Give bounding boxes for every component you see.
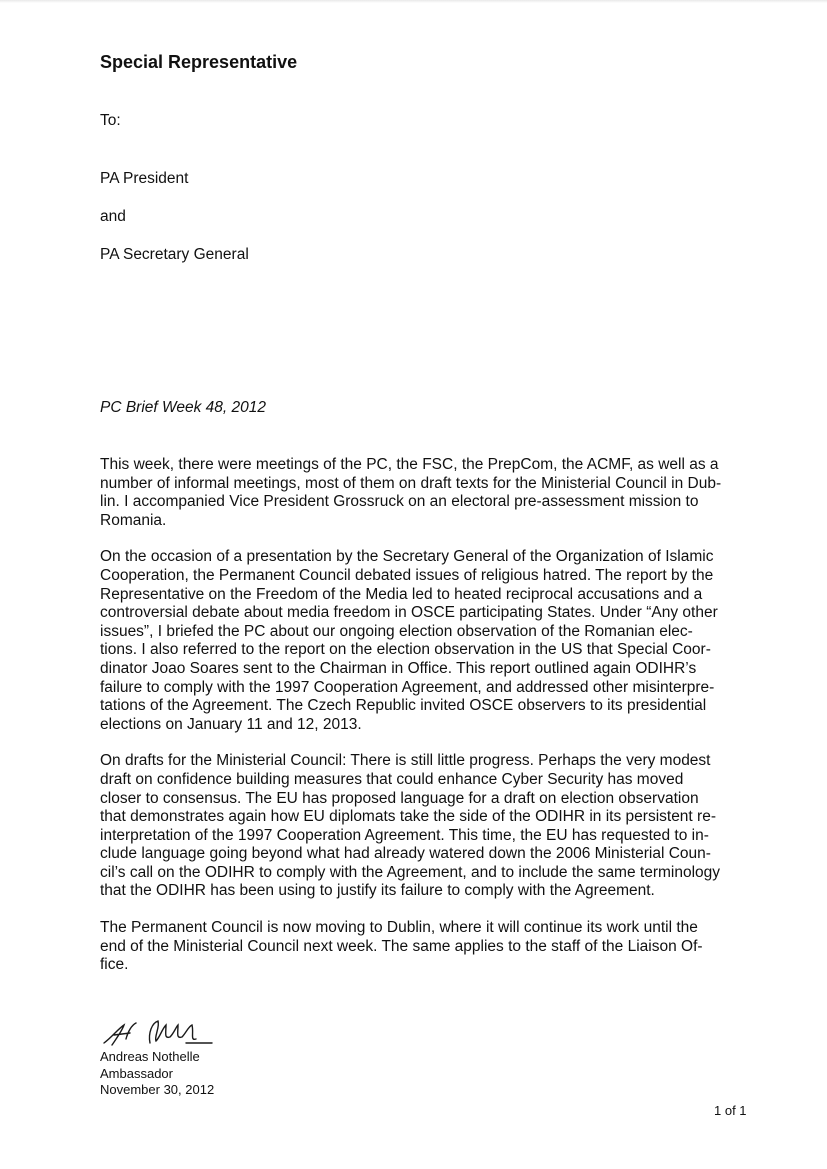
page-title: Special Representative: [100, 52, 298, 72]
text-line: interpretation of the 1997 Cooperation Agreement. This time, the EU has requested to in-: [100, 826, 709, 844]
recipient-pa-president: PA President: [100, 170, 189, 187]
page-top-edge: [0, 0, 827, 3]
text-line: that the ODIHR has been using to justify its failure to comply with the Agreement.: [100, 882, 655, 900]
subject-line: PC Brief Week 48, 2012: [100, 399, 266, 416]
text-line: The Permanent Council is now moving to Dublin, where it will continue its work until the: [100, 919, 698, 937]
signature-scribble: [100, 1013, 220, 1051]
letter-date: November 30, 2012: [100, 1082, 215, 1097]
text-line: Representative on the Freedom of the Media led to heated reciprocal accusations and a: [100, 585, 703, 603]
text-line: lin. I accompanied Vice President Grossruck on an electoral pre-assessment mission to: [100, 493, 699, 511]
page-number: 1 of 1: [714, 1103, 747, 1118]
recipient-pa-secretary-general: PA Secretary General: [100, 246, 249, 263]
text-line: end of the Ministerial Council next week. The same applies to the staff of the Liaison Of-: [100, 937, 703, 955]
signature-block: [100, 1049, 214, 1099]
text-line: On drafts for the Ministerial Council: There is still little progress. Perhaps the very modest: [100, 752, 711, 770]
text-line: that demonstrates again how EU diplomats take the side of the ODIHR in its persistent re-: [100, 808, 716, 826]
text-line: On the occasion of a presentation by the Secretary General of the Organization of Islamic: [100, 548, 714, 566]
letter-body: [100, 456, 762, 993]
text-line: closer to consensus. The EU has proposed language for a draft on election observation: [100, 789, 699, 807]
text-line: fice.: [100, 956, 129, 974]
body-paragraph: [100, 919, 762, 975]
body-paragraph: [100, 548, 762, 734]
text-line: tions. I also referred to the report on the election observation in the US that Special Coor-: [100, 641, 711, 659]
text-line: failure to comply with the 1997 Cooperation Agreement, and addressed other misinterpre-: [100, 678, 715, 696]
body-paragraph: [100, 752, 762, 901]
handwritten-signature: [100, 1013, 220, 1051]
signatory-role: Ambassador: [100, 1065, 173, 1081]
text-line: elections on January 11 and 12, 2013.: [100, 715, 362, 733]
text-line: Cooperation, the Permanent Council debated issues of religious hatred. The report by the: [100, 566, 714, 584]
text-line: This week, there were meetings of the PC, the FSC, the PrepCom, the ACMF, as well as a: [100, 456, 719, 473]
signatory-name: Andreas Nothelle: [100, 1049, 200, 1064]
to-label: To:: [100, 112, 121, 129]
text-line: controversial debate about media freedom in OSCE participating States. Under “Any other: [100, 604, 718, 622]
text-line: cil’s call on the ODIHR to comply with the Agreement, and to include the same terminology: [100, 863, 721, 881]
text-line: Romania.: [100, 511, 167, 529]
body-paragraph: [100, 456, 762, 530]
text-line: tations of the Agreement. The Czech Republic invited OSCE observers to its presidential: [100, 697, 707, 715]
recipient-connector: and: [100, 208, 126, 225]
text-line: issues”, I briefed the PC about our ongoing election observation of the Romanian elec-: [100, 622, 693, 640]
text-line: clude language going beyond what had already watered down the 2006 Ministerial Coun-: [100, 845, 711, 863]
text-line: dinator Joao Soares sent to the Chairman in Office. This report outlined again ODIHR’s: [100, 659, 697, 677]
text-line: number of informal meetings, most of them on draft texts for the Ministerial Council in Dub-: [100, 474, 722, 492]
text-line: draft on confidence building measures that could enhance Cyber Security has moved: [100, 770, 684, 788]
